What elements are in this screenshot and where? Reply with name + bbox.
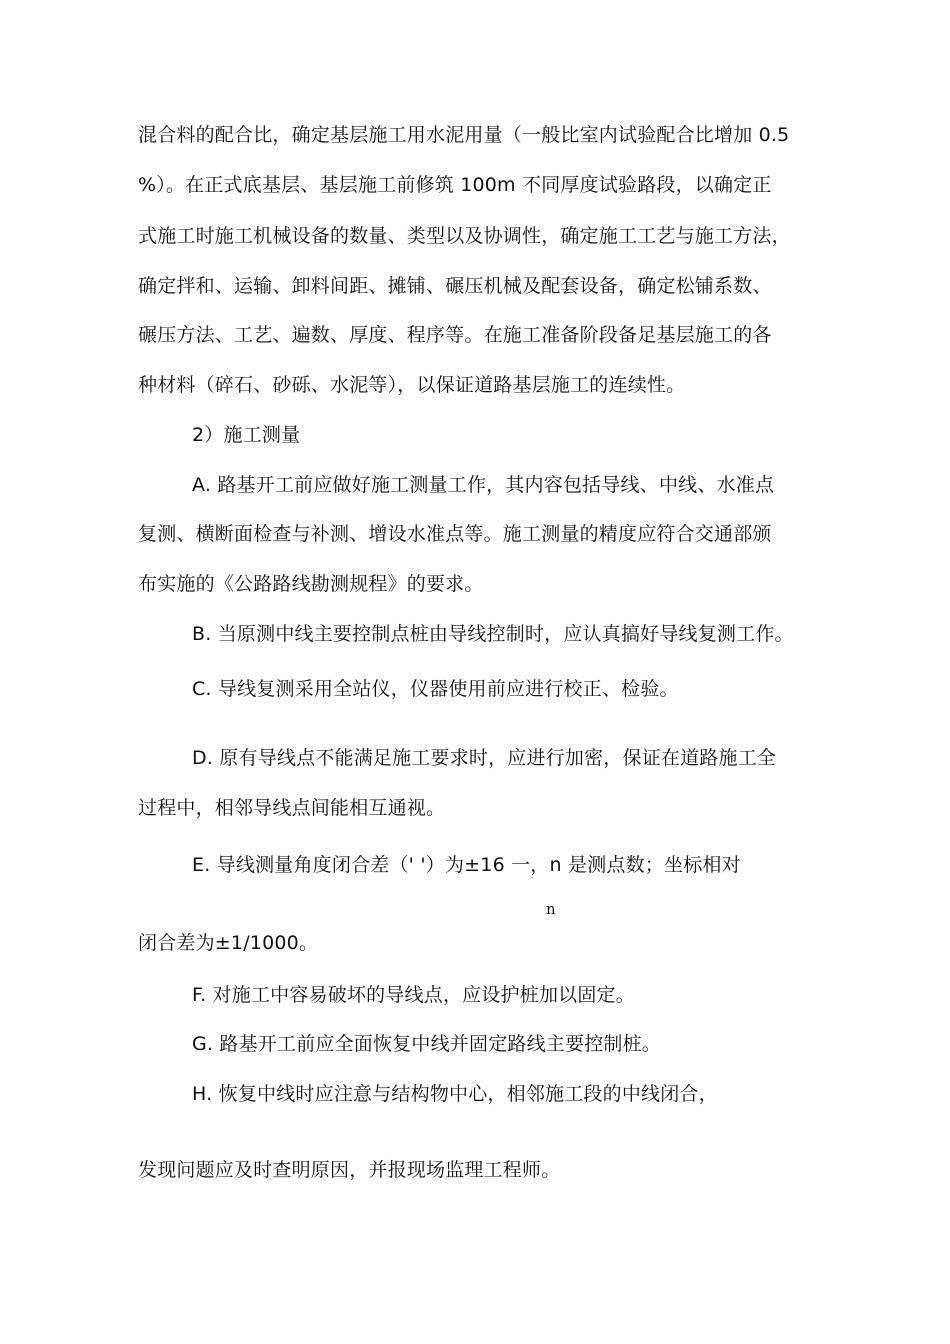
item-c: C. 导线复测采用全站仪，仪器使用前应进行校正、检验。 (192, 678, 679, 700)
text-line: E. 导线测量角度闭合差（' '）为±16 一，n 是测点数；坐标相对 (192, 854, 741, 876)
text-line: 确定拌和、运输、卸料间距、摊铺、碾压机械及配套设备，确定松铺系数、 (138, 275, 772, 297)
item-g: G. 路基开工前应全面恢复中线并固定路线主要控制桩。 (192, 1033, 662, 1055)
item-b: B. 当原测中线主要控制点桩由导线控制时，应认真搞好导线复测工作。 (192, 623, 794, 645)
text-line: D. 原有导线点不能满足施工要求时，应进行加密，保证在道路施工全 (192, 747, 777, 769)
text-line: 式施工时施工机械设备的数量、类型以及协调性，确定施工工艺与施工方法， (138, 225, 791, 247)
text-line: 布实施的《公路路线勘测规程》的要求。 (138, 573, 484, 595)
text-line: 种材料（碎石、砂砾、水泥等），以保证道路基层施工的连续性。 (138, 374, 686, 396)
text-line: 闭合差为±1/1000。 (138, 932, 319, 954)
item-f: F. 对施工中容易破坏的导线点，应设护桩加以固定。 (192, 984, 635, 1006)
text-line: H. 恢复中线时应注意与结构物中心，相邻施工段的中线闭合， (192, 1083, 718, 1105)
text-line: %）。在正式底基层、基层施工前修筑 100m 不同厚度试验路段，以确定正 (138, 174, 772, 196)
section-heading: 2）施工测量 (192, 424, 301, 446)
text-line: 碾压方法、工艺、遍数、厚度、程序等。在施工准备阶段备足基层施工的各 (138, 324, 772, 346)
text-line: 发现问题应及时查明原因，并报现场监理工程师。 (138, 1159, 561, 1181)
text-line: 复测、横断面检查与补测、增设水准点等。施工测量的精度应符合交通部颁 (138, 523, 772, 545)
formula-subscript: n (546, 900, 556, 918)
text-line: A. 路基开工前应做好施工测量工作，其内容包括导线、中线、水准点 (192, 474, 775, 496)
text-line: 过程中，相邻导线点间能相互通视。 (138, 797, 446, 819)
text-line: 混合料的配合比，确定基层施工用水泥用量（一般比室内试验配合比增加 0.5 (138, 124, 790, 146)
